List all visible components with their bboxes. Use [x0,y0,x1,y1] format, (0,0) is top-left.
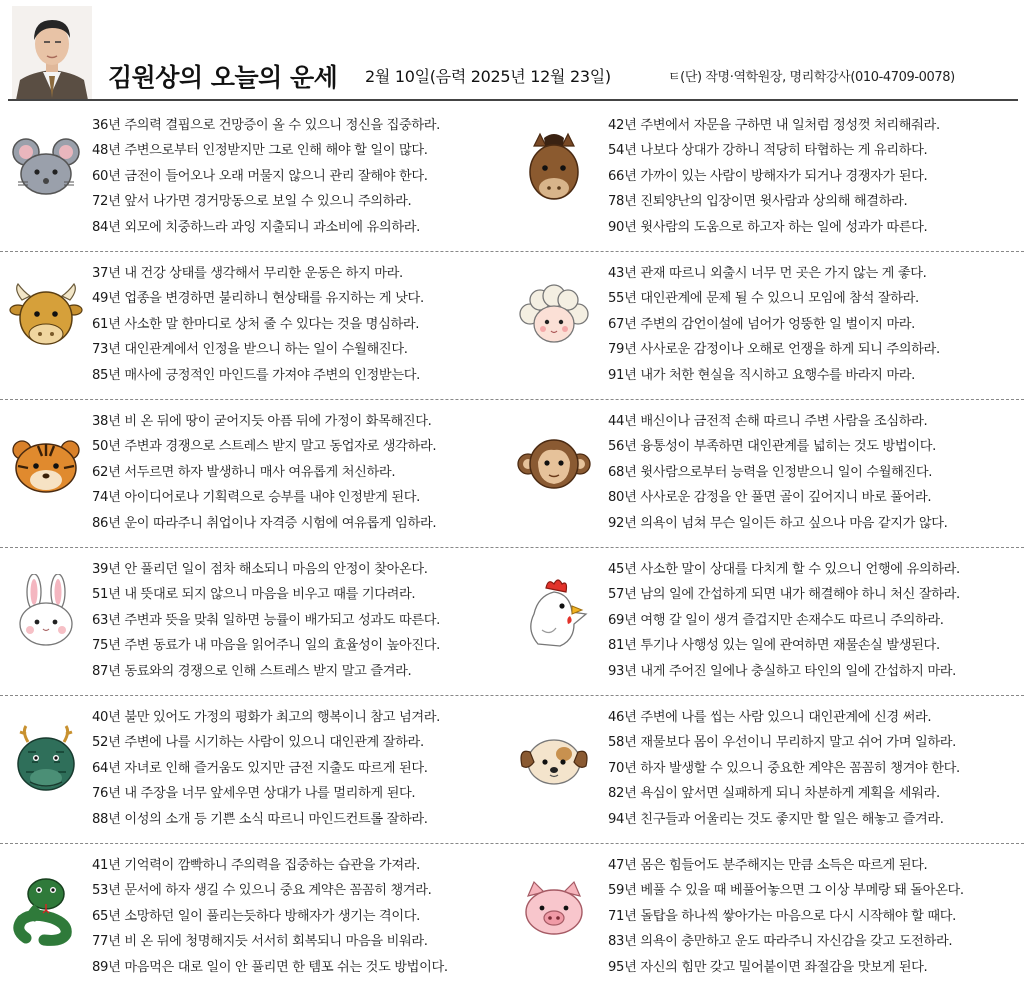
fortune-line: 75년 주변 동료가 내 마음을 읽어주니 일의 효율성이 높아진다. [92,638,441,654]
fortune-line: 72년 앞서 나가면 경거망동으로 보일 수 있으니 주의하라. [92,194,412,210]
fortune-line: 90년 윗사람의 도움으로 하고자 하는 일에 성과가 따른다. [608,219,928,235]
fortune-line: 77년 비 온 뒤에 청명해지듯 서서히 회복되니 마음을 비워라. [92,934,428,950]
fortune-line: 88년 이성의 소개 등 기쁜 소식 따르니 마인드컨트롤 잘하라. [92,811,428,827]
monkey-icon [516,426,592,502]
fortune-line: 48년 주변으로부터 인정받지만 그로 인해 해야 할 일이 많다. [92,143,428,159]
fortune-rooster [510,548,1022,696]
fortune-line: 74년 아이디어로나 기획력으로 승부를 내야 인정받게 된다. [92,490,420,506]
fortune-line: 37년 내 건강 상태를 생각해서 무리한 운동은 하지 마라. [92,266,403,281]
fortune-line: 84년 외모에 치중하느라 과잉 지출되니 과소비에 유의하라. [92,219,420,235]
fortune-line: 43년 관재 따르니 외출시 너무 먼 곳은 가지 않는 게 좋다. [608,266,927,281]
fortune-line: 76년 내 주장을 너무 앞세우면 상대가 나를 멀리하게 된다. [92,786,416,802]
fortune-line: 49년 업종을 변경하면 불리하니 현상태를 유지하는 게 낫다. [92,291,424,307]
fortune-row [0,400,1024,548]
fortune-line: 70년 하자 발생할 수 있으니 중요한 계약은 꼼꼼히 챙겨야 한다. [608,760,960,776]
fortune-line: 91년 내가 처한 현실을 직시하고 요행수를 바라지 마라. [608,367,916,383]
ox-icon [8,278,84,354]
fortune-dragon [0,696,512,844]
fortune-line: 67년 주변의 감언이설에 넘어가 엉뚱한 일 벌이지 마라. [608,316,916,332]
horse-icon [516,130,592,206]
snake-icon [8,870,84,946]
fortune-line: 55년 대인관계에 문제 될 수 있으니 모임에 참석 잘하라. [608,291,919,307]
fortune-rabbit [0,548,512,696]
fortune-line: 65년 소망하던 일이 풀리는듯하다 방해자가 생기는 격이다. [92,908,420,924]
fortune-line: 86년 운이 따라주니 취업이나 자격증 시험에 여유롭게 임하라. [92,515,437,531]
fortune-line: 83년 의욕이 충만하고 운도 따라주니 자신감을 갖고 도전하라. [608,934,953,950]
fortune-line: 73년 대인관계에서 인정을 받으니 하는 일이 수월해진다. [92,342,408,358]
fortune-row [0,252,1024,400]
fortune-line: 59년 베풀 수 있을 때 베풀어놓으면 그 이상 부메랑 돼 돌아온다. [608,883,964,899]
lunar-date: 2월 10일(음력 2025년 12월 23일) [365,67,611,86]
fortune-line: 85년 매사에 긍정적인 마인드를 가져야 주변의 인정받는다. [92,367,420,383]
fortune-line: 66년 가까이 있는 사람이 방해자가 되거나 경쟁자가 된다. [608,168,928,184]
fortune-line: 79년 사사로운 감정이나 오해로 언쟁을 하게 되니 주의하라. [608,342,940,358]
fortune-grid [0,104,1024,992]
fortune-line: 95년 자신의 힘만 갖고 밀어붙이면 좌절감을 맛보게 된다. [608,959,928,975]
dragon-icon [8,722,84,798]
fortune-line: 53년 문서에 하자 생길 수 있으니 중요 계약은 꼼꼼히 챙겨라. [92,883,432,899]
fortune-tiger [0,400,512,548]
fortune-line: 92년 의욕이 넘쳐 무슨 일이든 하고 싶으나 마음 같지가 않다. [608,515,948,531]
fortune-line: 47년 몸은 힘들어도 분주해지는 만큼 소득은 따르게 된다. [608,858,928,873]
fortune-line: 41년 기억력이 깜빡하니 주의력을 집중하는 습관을 가져라. [92,858,420,873]
fortune-line: 94년 친구들과 어울리는 것도 좋지만 할 일은 해놓고 즐겨라. [608,811,944,827]
fortune-line: 44년 배신이나 금전적 손해 따르니 주변 사람을 조심하라. [608,414,928,429]
fortune-line: 80년 사사로운 감정을 안 풀면 골이 깊어지니 바로 풀어라. [608,490,932,506]
fortune-line: 71년 돌탑을 하나씩 쌓아가는 마음으로 다시 시작해야 할 때다. [608,908,957,924]
fortune-sheep [510,252,1022,400]
header-divider [8,99,1018,101]
fortune-line: 57년 남의 일에 간섭하게 되면 내가 해결해야 하니 처신 잘하라. [608,587,960,603]
fortune-line: 78년 진퇴양난의 입장이면 윗사람과 상의해 해결하라. [608,194,908,210]
fortune-line: 93년 내게 주어진 일에나 충실하고 타인의 일에 간섭하지 마라. [608,663,957,679]
fortune-line: 56년 융통성이 부족하면 대인관계를 넓히는 것도 방법이다. [608,439,936,455]
fortune-line: 38년 비 온 뒤에 땅이 굳어지듯 아픔 뒤에 가정이 화목해진다. [92,414,432,429]
pig-icon [516,870,592,946]
fortune-monkey [510,400,1022,548]
fortune-line: 40년 불만 있어도 가정의 평화가 최고의 행복이니 참고 넘겨라. [92,710,441,725]
fortune-line: 45년 사소한 말이 상대를 다치게 할 수 있으니 언행에 유의하라. [608,562,960,577]
fortune-row [0,548,1024,696]
tiger-icon [8,426,84,502]
fortune-dog [510,696,1022,844]
rat-icon [8,130,84,206]
fortune-line: 51년 내 뜻대로 되지 않으니 마음을 비우고 때를 기다려라. [92,587,416,603]
fortune-line: 82년 욕심이 앞서면 실패하게 되니 차분하게 계획을 세워라. [608,786,940,802]
fortune-line: 81년 투기나 사행성 있는 일에 관여하면 재물손실 발생된다. [608,638,940,654]
fortune-line: 46년 주변에 나를 씹는 사람 있으니 대인관계에 신경 써라. [608,710,932,725]
fortune-row [0,104,1024,252]
fortune-line: 68년 윗사람으로부터 능력을 인정받으니 일이 수월해진다. [608,464,933,480]
fortune-line: 89년 마음먹은 대로 일이 안 풀리면 한 템포 쉬는 것도 방법이다. [92,959,448,975]
fortune-line: 64년 자녀로 인해 즐거움도 있지만 금전 지출도 따르게 된다. [92,760,428,776]
fortune-pig [510,844,1022,992]
dog-icon [516,722,592,798]
author-credit: ㅌ(단) 작명·역학원장, 명리학강사(010-4709-0078) [668,70,955,85]
fortune-row [0,696,1024,844]
page-header [0,0,1024,104]
fortune-rat [0,104,512,252]
fortune-line: 60년 금전이 들어오나 오래 머물지 않으니 관리 잘해야 한다. [92,168,428,184]
page-title: 김원상의 오늘의 운세 [108,63,338,92]
fortune-horse [510,104,1022,252]
fortune-line: 69년 여행 갈 일이 생겨 즐겁지만 손재수도 따르니 주의하라. [608,612,944,628]
sheep-icon [516,278,592,354]
fortune-line: 62년 서두르면 하자 발생하니 매사 여유롭게 처신하라. [92,464,396,480]
rabbit-icon [8,574,84,650]
rooster-icon [516,574,592,650]
fortune-row [0,844,1024,992]
fortune-line: 63년 주변과 뜻을 맞춰 일하면 능률이 배가되고 성과도 따른다. [92,612,441,628]
fortune-line: 87년 동료와의 경쟁으로 인해 스트레스 받지 말고 즐겨라. [92,663,412,679]
fortune-line: 58년 재물보다 몸이 우선이니 무리하지 말고 쉬어 가며 일하라. [608,735,957,751]
fortune-line: 61년 사소한 말 한마디로 상처 줄 수 있다는 것을 명심하라. [92,316,420,332]
author-photo [12,6,92,100]
fortune-line: 36년 주의력 결핍으로 건망증이 올 수 있으니 정신을 집중하라. [92,118,441,133]
fortune-line: 50년 주변과 경쟁으로 스트레스 받지 말고 동업자로 생각하라. [92,439,437,455]
fortune-line: 54년 나보다 상대가 강하니 적당히 타협하는 게 유리하다. [608,143,928,159]
fortune-line: 52년 주변에 나를 시기하는 사람이 있으니 대인관계 잘하라. [92,735,424,751]
fortune-line: 42년 주변에서 자문을 구하면 내 일처럼 정성껏 처리해줘라. [608,118,940,133]
fortune-snake [0,844,512,992]
fortune-ox [0,252,512,400]
fortune-line: 39년 안 풀리던 일이 점차 해소되니 마음의 안정이 찾아온다. [92,562,428,577]
